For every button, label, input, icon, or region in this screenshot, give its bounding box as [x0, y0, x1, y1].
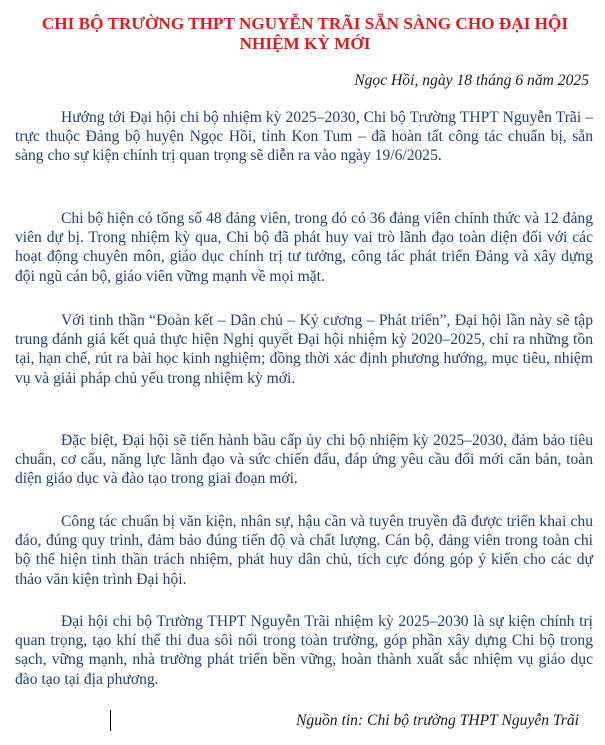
article-paragraph: Đặc biệt, Đại hội sẽ tiến hành bầu cấp ủy chi bộ nhiệm kỳ 2025–2030, đảm bảo tiêu chuẩn, cơ cấu, năng lực lãnh đạo và sức chiến đấu, đáp ứng yêu cầu đổi mới căn bản, toàn diện giáo dục và đào tạo trong giai đoạn mới.: [15, 432, 593, 488]
article-paragraph: Đại hội chi bộ Trường THPT Nguyễn Trãi nhiệm kỳ 2025–2030 là sự kiện chính trị quan trọng, tạo khí thế thi đua sôi nổi trong toàn trường, góp phần xây dựng Chi bộ trong sạch, vững mạnh, nhà trường phát triển bền vững, hoàn thành xuất sắc nhiệm vụ giáo dục đào tạo tại địa phương.: [15, 613, 593, 688]
article-dateline: Ngọc Hồi, ngày 18 tháng 6 năm 2025: [354, 72, 589, 89]
text-cursor: [110, 710, 111, 731]
article-paragraph: Công tác chuẩn bị văn kiện, nhân sự, hậu cần và tuyên truyền đã được triển khai chu đáo, đúng quy trình, đảm bảo đúng tiến độ và chất lượng. Cán bộ, đảng viên trong toàn chi bộ thể hiện tinh thần trách nhiệm, phát huy dân chủ, tích cực đóng góp ý kiến cho các dự thảo văn kiện trình Đại hội.: [15, 513, 593, 588]
article-source: Nguồn tin: Chi bộ trường THPT Nguyễn Trãi: [296, 712, 579, 729]
article-paragraph: Chi bộ hiện có tổng số 48 đảng viên, trong đó có 36 đảng viên chính thức và 12 đảng viên dự bị. Trong nhiệm kỳ qua, Chi bộ đã phát huy vai trò lãnh đạo toàn diện đối với các hoạt động chuyên môn, giáo dục chính trị tư tưởng, công tác phát triển Đảng và xây dựng đội ngũ cán bộ, giáo viên vững mạnh về mọi mặt.: [15, 210, 593, 285]
article-title: CHI BỘ TRƯỜNG THPT NGUYỄN TRÃI SẴN SÀNG CHO ĐẠI HỘI NHIỆM KỲ MỚI: [41, 14, 569, 53]
article-paragraph: Với tinh thần “Đoàn kết – Dân chủ – Kỷ cương – Phát triển”, Đại hội lần này sẽ tập trung đánh giá kết quả thực hiện Nghị quyết Đại hội nhiệm kỳ 2020–2025, chỉ ra những tồn tại, hạn chế, rút ra bài học kinh nghiệm; đồng thời xác định phương hướng, mục tiêu, nhiệm vụ và giải pháp chủ yếu trong nhiệm kỳ mới.: [15, 312, 593, 387]
article-paragraph: Hướng tới Đại hội chi bộ nhiệm kỳ 2025–2030, Chi bộ Trường THPT Nguyễn Trãi – trực thuộc Đảng bộ huyện Ngọc Hồi, tỉnh Kon Tum – đã hoàn tất công tác chuẩn bị, sẵn sàng cho sự kiện chính trị quan trọng sẽ diễn ra vào ngày 19/6/2025.: [15, 109, 593, 165]
